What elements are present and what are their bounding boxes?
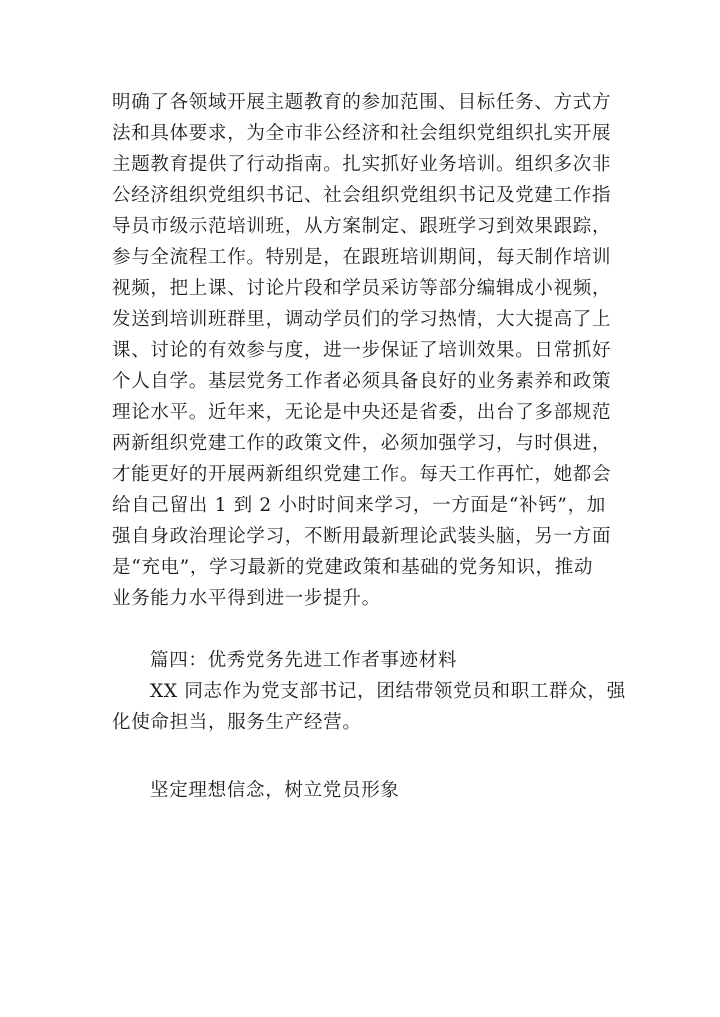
body-line-17: 业务能力水平得到进一步提升。 bbox=[112, 588, 381, 609]
body-line-15: 强自身政治理论学习，不断用最新理论武装头脑，另一方面 bbox=[112, 526, 612, 547]
intro-line-1: XX 同志作为党支部书记，团结带领党员和职工群众，强 bbox=[150, 681, 626, 702]
body-line-5: 导员市级示范培训班，从方案制定、跟班学习到效果跟踪， bbox=[112, 216, 612, 237]
body-line-7: 视频，把上课、讨论片段和学员采访等部分编辑成小视频， bbox=[112, 278, 612, 299]
intro-line-2: 化使命担当，服务生产经营。 bbox=[112, 712, 362, 733]
body-line-16: 是“充电”，学习最新的党建政策和基础的党务知识，推动 bbox=[112, 557, 594, 578]
section-heading: 篇四：优秀党务先进工作者事迹材料 bbox=[150, 650, 458, 671]
body-line-1: 明确了各领域开展主题教育的参加范围、目标任务、方式方 bbox=[112, 92, 612, 113]
body-line-3: 主题教育提供了行动指南。扎实抓好业务培训。组织多次非 bbox=[112, 154, 612, 175]
subheading: 坚定理想信念，树立党员形象 bbox=[150, 780, 400, 801]
body-line-14: 给自己留出 1 到 2 小时时间来学习，一方面是“补钙”，加 bbox=[112, 495, 606, 516]
body-line-10: 个人自学。基层党务工作者必须具备良好的业务素养和政策 bbox=[112, 371, 612, 392]
body-line-11: 理论水平。近年来，无论是中央还是省委，出台了多部规范 bbox=[112, 402, 612, 423]
body-line-9: 课、讨论的有效参与度，进一步保证了培训效果。日常抓好 bbox=[112, 340, 612, 361]
body-line-8: 发送到培训班群里，调动学员们的学习热情，大大提高了上 bbox=[112, 309, 612, 330]
body-line-2: 法和具体要求，为全市非公经济和社会组织党组织扎实开展 bbox=[112, 123, 612, 144]
body-line-12: 两新组织党建工作的政策文件，必须加强学习，与时俱进， bbox=[112, 433, 612, 454]
body-line-6: 参与全流程工作。特别是，在跟班培训期间，每天制作培训 bbox=[112, 247, 612, 268]
body-line-13: 才能更好的开展两新组织党建工作。每天工作再忙，她都会 bbox=[112, 464, 612, 485]
body-line-4: 公经济组织党组织书记、社会组织党组织书记及党建工作指 bbox=[112, 185, 612, 206]
